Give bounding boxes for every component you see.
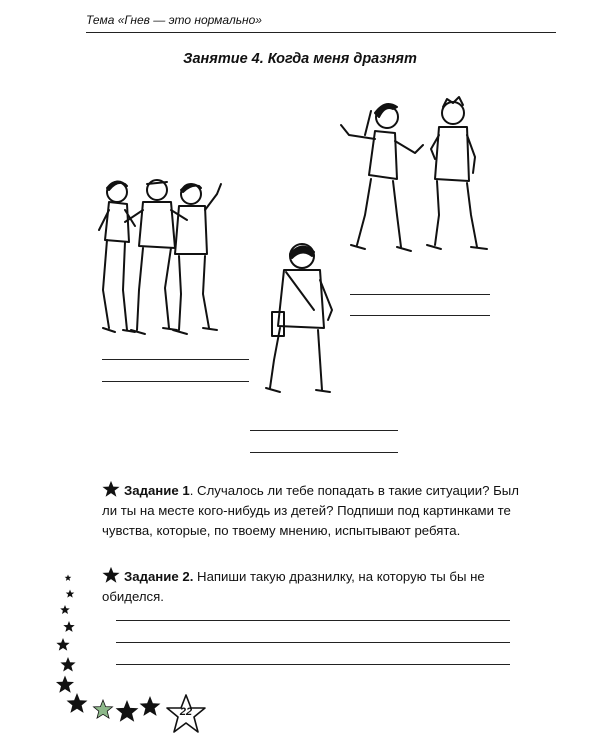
group-of-laughing-kids-icon [95, 170, 235, 340]
answer-line-group-1[interactable] [102, 359, 249, 360]
running-header [86, 10, 556, 33]
task-1-text: . Случалось ли тебе попадать в такие ситуации? Был ли ты на месте кого-нибудь из детей? Подпиши под картинками те чувства, которые, по твоему мнению, испытывают ребята. [102, 483, 519, 538]
answer-line-group-2[interactable] [102, 381, 249, 382]
page-number-badge [166, 694, 206, 734]
star-bullet-icon [102, 480, 120, 498]
arguing-girl-and-boy-icon [335, 95, 505, 255]
task-1-label: Задание 1 [124, 483, 190, 498]
lesson-title: Занятие 4. Когда меня дразнят [183, 51, 417, 67]
answer-line-boy-2[interactable] [250, 452, 398, 453]
boy-from-back-icon [262, 240, 342, 395]
task-1 [102, 480, 522, 541]
task-2-text: Напиши такую дразнилку, на которую ты бы не обиделся. [102, 569, 485, 604]
task-2-label: Задание 2. [124, 569, 194, 584]
header-topic: Тема «Гнев — это нормально» [86, 13, 262, 27]
answer-line-pair-2[interactable] [350, 315, 490, 316]
page-number: 22 [179, 706, 193, 718]
answer-line-boy-1[interactable] [250, 430, 398, 431]
answer-line-pair-1[interactable] [350, 294, 490, 295]
